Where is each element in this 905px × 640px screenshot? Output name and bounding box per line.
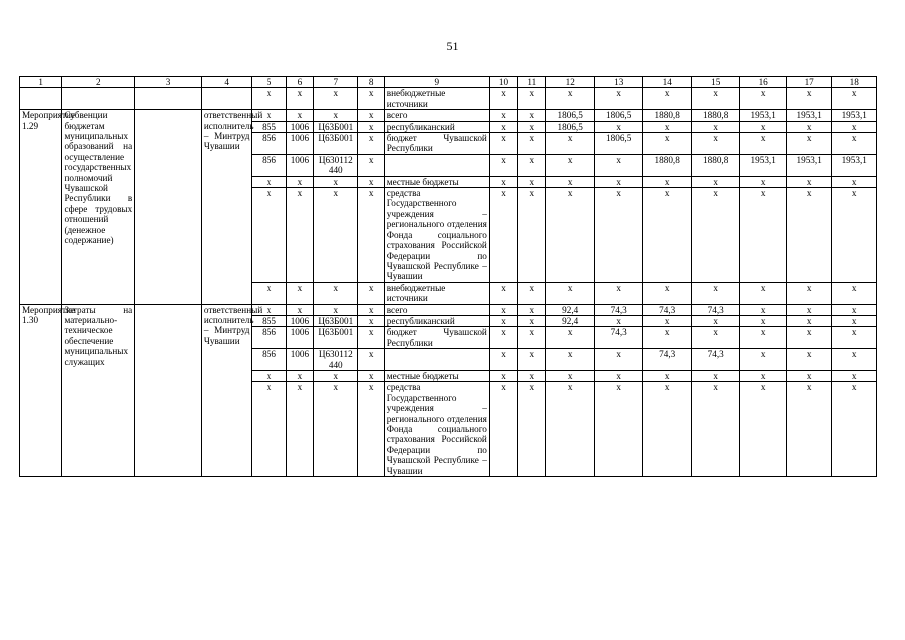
cell-admin-code: 856 xyxy=(252,349,286,371)
cell-target-code: x xyxy=(314,176,358,187)
cell-empty xyxy=(135,304,202,477)
column-number: 9 xyxy=(384,77,489,88)
cell-target-code: x xyxy=(314,282,358,304)
cell-value: x xyxy=(832,121,877,132)
cell-value: x xyxy=(546,349,595,371)
cell-value: 1806,5 xyxy=(594,110,643,121)
cell-expense-type: x xyxy=(358,370,384,381)
cell-expense-type: x xyxy=(358,349,384,371)
cell-expense-type: x xyxy=(358,327,384,349)
cell-value: x xyxy=(489,154,517,176)
cell-expense-type: x xyxy=(358,121,384,132)
cell-section-code: x xyxy=(286,176,313,187)
cell-value: x xyxy=(740,382,786,477)
measure-number: Мероприятие 1.29 xyxy=(20,110,62,304)
cell-funding-source: бюджет Чувашской Республики xyxy=(384,133,489,155)
cell-value: x xyxy=(594,188,643,283)
cell-value: x xyxy=(643,176,692,187)
cell-value: x xyxy=(691,121,740,132)
cell-value: x xyxy=(832,88,877,110)
cell-value: 1953,1 xyxy=(832,110,877,121)
cell-value: x xyxy=(691,176,740,187)
budget-table xyxy=(19,76,877,477)
cell-admin-code: x xyxy=(252,188,286,283)
column-number: 16 xyxy=(740,77,786,88)
cell-value: x xyxy=(786,282,831,304)
cell-value: x xyxy=(832,315,877,326)
cell-target-code: x xyxy=(314,304,358,315)
cell-value: x xyxy=(786,315,831,326)
cell-value: x xyxy=(643,133,692,155)
cell-funding-source: внебюджетные источники xyxy=(384,282,489,304)
cell-value: x xyxy=(786,88,831,110)
cell-section-code: 1006 xyxy=(286,154,313,176)
cell-empty xyxy=(201,88,252,110)
cell-section-code: x xyxy=(286,282,313,304)
cell-value: 1953,1 xyxy=(740,154,786,176)
cell-value: x xyxy=(518,133,546,155)
cell-value: 1953,1 xyxy=(740,110,786,121)
column-number: 17 xyxy=(786,77,831,88)
cell-target-code: Ц63Б001 xyxy=(314,133,358,155)
cell-value: x xyxy=(832,370,877,381)
cell-value: x xyxy=(546,282,595,304)
cell-target-code: x xyxy=(314,88,358,110)
cell-section-code: 1006 xyxy=(286,315,313,326)
cell-value: 1880,8 xyxy=(691,154,740,176)
column-number: 3 xyxy=(135,77,202,88)
cell-value: x xyxy=(518,327,546,349)
cell-funding-source xyxy=(384,154,489,176)
cell-value: x xyxy=(489,370,517,381)
cell-admin-code: 855 xyxy=(252,315,286,326)
cell-value: x xyxy=(489,315,517,326)
cell-funding-source: местные бюджеты xyxy=(384,176,489,187)
cell-value: x xyxy=(594,349,643,371)
column-number: 13 xyxy=(594,77,643,88)
cell-value: 1880,8 xyxy=(691,110,740,121)
column-number: 7 xyxy=(314,77,358,88)
cell-expense-type: x xyxy=(358,133,384,155)
cell-value: x xyxy=(518,154,546,176)
cell-section-code: 1006 xyxy=(286,327,313,349)
cell-value: x xyxy=(518,88,546,110)
table-row xyxy=(20,88,877,110)
cell-value: x xyxy=(832,304,877,315)
cell-section-code: x xyxy=(286,370,313,381)
cell-value: 1953,1 xyxy=(786,110,831,121)
cell-admin-code: x xyxy=(252,176,286,187)
cell-value: 1806,5 xyxy=(594,133,643,155)
cell-section-code: x xyxy=(286,382,313,477)
column-number: 6 xyxy=(286,77,313,88)
cell-value: x xyxy=(643,88,692,110)
table-row xyxy=(20,110,877,121)
page-number: 51 xyxy=(446,39,459,53)
cell-value: x xyxy=(691,188,740,283)
cell-admin-code: 856 xyxy=(252,327,286,349)
cell-value: 1953,1 xyxy=(786,154,831,176)
cell-section-code: x xyxy=(286,88,313,110)
cell-value: x xyxy=(740,133,786,155)
cell-admin-code: 855 xyxy=(252,121,286,132)
cell-value: x xyxy=(832,176,877,187)
cell-value: x xyxy=(518,188,546,283)
cell-value: x xyxy=(643,188,692,283)
cell-value: x xyxy=(740,304,786,315)
cell-value: x xyxy=(691,327,740,349)
cell-funding-source: всего xyxy=(384,304,489,315)
cell-target-code: Ц63Б001 xyxy=(314,315,358,326)
cell-value: x xyxy=(546,327,595,349)
cell-admin-code: x xyxy=(252,88,286,110)
cell-value: x xyxy=(786,382,831,477)
cell-value: x xyxy=(518,315,546,326)
cell-target-code: Ц63Б001 xyxy=(314,121,358,132)
cell-value: x xyxy=(740,121,786,132)
cell-value: x xyxy=(786,188,831,283)
cell-value: x xyxy=(786,327,831,349)
cell-empty xyxy=(135,110,202,304)
cell-value: x xyxy=(643,315,692,326)
cell-value: 92,4 xyxy=(546,315,595,326)
cell-value: x xyxy=(643,370,692,381)
cell-value: 74,3 xyxy=(643,304,692,315)
cell-value: 1880,8 xyxy=(643,110,692,121)
cell-value: x xyxy=(832,282,877,304)
cell-value: x xyxy=(740,327,786,349)
cell-funding-source xyxy=(384,349,489,371)
cell-funding-source: бюджет Чувашской Республики xyxy=(384,327,489,349)
cell-value: x xyxy=(489,121,517,132)
cell-value: x xyxy=(594,315,643,326)
cell-value: x xyxy=(786,133,831,155)
cell-funding-source: местные бюджеты xyxy=(384,370,489,381)
cell-value: x xyxy=(594,282,643,304)
cell-value: x xyxy=(518,176,546,187)
cell-value: x xyxy=(594,88,643,110)
cell-value: 92,4 xyxy=(546,304,595,315)
cell-value: x xyxy=(643,382,692,477)
cell-value: x xyxy=(546,188,595,283)
cell-funding-source: внебюджетные источники xyxy=(384,88,489,110)
cell-value: 1806,5 xyxy=(546,110,595,121)
cell-value: x xyxy=(546,154,595,176)
cell-empty xyxy=(20,88,62,110)
cell-value: x xyxy=(691,133,740,155)
executor: ответственный исполнитель – Минтруд Чувашии xyxy=(201,304,252,477)
column-number: 2 xyxy=(62,77,135,88)
cell-expense-type: x xyxy=(358,282,384,304)
cell-value: x xyxy=(691,370,740,381)
cell-value: x xyxy=(489,88,517,110)
cell-value: x xyxy=(489,133,517,155)
cell-value: x xyxy=(489,110,517,121)
cell-value: 74,3 xyxy=(643,349,692,371)
cell-value: x xyxy=(518,304,546,315)
column-number: 11 xyxy=(518,77,546,88)
cell-value: x xyxy=(518,121,546,132)
cell-value: x xyxy=(489,327,517,349)
cell-value: x xyxy=(594,382,643,477)
cell-value: x xyxy=(786,304,831,315)
cell-expense-type: x xyxy=(358,382,384,477)
cell-funding-source: средства Государственного учреждения – регионального отделения Фонда социального страхования Российской Федерации по Чувашской Республике – Чувашии xyxy=(384,382,489,477)
cell-value: x xyxy=(546,133,595,155)
cell-value: x xyxy=(489,188,517,283)
table-row xyxy=(20,304,877,315)
cell-admin-code: 856 xyxy=(252,154,286,176)
cell-section-code: x xyxy=(286,188,313,283)
cell-funding-source: средства Государственного учреждения – регионального отделения Фонда социального страхования Российской Федерации по Чувашской Республике – Чувашии xyxy=(384,188,489,283)
cell-value: x xyxy=(594,370,643,381)
cell-value: x xyxy=(643,282,692,304)
cell-value: x xyxy=(518,349,546,371)
measure-name: Затраты на материально-техническое обеспечение муниципальных служащих xyxy=(62,304,135,477)
cell-value: x xyxy=(546,370,595,381)
cell-value: x xyxy=(740,370,786,381)
cell-value: x xyxy=(832,133,877,155)
cell-section-code: 1006 xyxy=(286,121,313,132)
cell-section-code: x xyxy=(286,110,313,121)
column-number: 12 xyxy=(546,77,595,88)
cell-admin-code: 856 xyxy=(252,133,286,155)
cell-value: x xyxy=(546,382,595,477)
cell-value: x xyxy=(546,88,595,110)
cell-value: x xyxy=(594,154,643,176)
cell-value: 74,3 xyxy=(691,349,740,371)
cell-expense-type: x xyxy=(358,154,384,176)
cell-value: 74,3 xyxy=(691,304,740,315)
column-number: 1 xyxy=(20,77,62,88)
cell-target-code: Ц630112 440 xyxy=(314,349,358,371)
cell-value: x xyxy=(691,282,740,304)
cell-value: x xyxy=(489,282,517,304)
cell-funding-source: республиканский xyxy=(384,121,489,132)
column-number: 18 xyxy=(832,77,877,88)
cell-value: x xyxy=(518,110,546,121)
cell-expense-type: x xyxy=(358,110,384,121)
cell-value: x xyxy=(832,349,877,371)
cell-value: x xyxy=(489,176,517,187)
cell-value: x xyxy=(740,188,786,283)
executor: ответственный исполнитель – Минтруд Чувашии xyxy=(201,110,252,304)
cell-value: x xyxy=(643,121,692,132)
cell-section-code: 1006 xyxy=(286,349,313,371)
cell-expense-type: x xyxy=(358,188,384,283)
column-number: 10 xyxy=(489,77,517,88)
cell-expense-type: x xyxy=(358,315,384,326)
cell-target-code: Ц630112 440 xyxy=(314,154,358,176)
column-number: 14 xyxy=(643,77,692,88)
cell-value: x xyxy=(489,382,517,477)
cell-value: 1953,1 xyxy=(832,154,877,176)
header-row xyxy=(20,77,877,88)
column-number: 8 xyxy=(358,77,384,88)
cell-target-code: x xyxy=(314,370,358,381)
cell-funding-source: республиканский xyxy=(384,315,489,326)
cell-value: x xyxy=(489,304,517,315)
cell-value: x xyxy=(832,327,877,349)
cell-value: 74,3 xyxy=(594,304,643,315)
column-number: 15 xyxy=(691,77,740,88)
cell-admin-code: x xyxy=(252,282,286,304)
cell-value: x xyxy=(740,315,786,326)
cell-value: x xyxy=(740,176,786,187)
cell-value: x xyxy=(786,121,831,132)
cell-admin-code: x xyxy=(252,370,286,381)
cell-value: x xyxy=(740,282,786,304)
cell-value: x xyxy=(691,88,740,110)
cell-value: x xyxy=(832,188,877,283)
cell-target-code: x xyxy=(314,110,358,121)
cell-section-code: x xyxy=(286,304,313,315)
column-number: 4 xyxy=(201,77,252,88)
cell-value: x xyxy=(518,370,546,381)
cell-expense-type: x xyxy=(358,176,384,187)
cell-value: 1880,8 xyxy=(643,154,692,176)
cell-section-code: 1006 xyxy=(286,133,313,155)
cell-target-code: Ц63Б001 xyxy=(314,327,358,349)
cell-value: x xyxy=(786,370,831,381)
cell-expense-type: x xyxy=(358,304,384,315)
cell-empty xyxy=(135,88,202,110)
measure-name: Субвенции бюджетам муниципальных образований на осуществление государственных полномочий Чувашской Республики в сфере трудовых отношений (денежное содержание) xyxy=(62,110,135,304)
cell-value: x xyxy=(489,349,517,371)
cell-value: x xyxy=(740,88,786,110)
cell-value: x xyxy=(594,176,643,187)
cell-target-code: x xyxy=(314,188,358,283)
cell-funding-source: всего xyxy=(384,110,489,121)
cell-value: 74,3 xyxy=(594,327,643,349)
cell-admin-code: x xyxy=(252,304,286,315)
cell-admin-code: x xyxy=(252,382,286,477)
cell-value: x xyxy=(786,176,831,187)
cell-value: x xyxy=(643,327,692,349)
cell-empty xyxy=(62,88,135,110)
column-number: 5 xyxy=(252,77,286,88)
cell-value: x xyxy=(691,315,740,326)
cell-expense-type: x xyxy=(358,88,384,110)
cell-value: x xyxy=(691,382,740,477)
measure-number: Мероприятие 1.30 xyxy=(20,304,62,477)
cell-value: x xyxy=(518,282,546,304)
cell-value: x xyxy=(546,176,595,187)
cell-value: x xyxy=(518,382,546,477)
cell-value: 1806,5 xyxy=(546,121,595,132)
cell-admin-code: x xyxy=(252,110,286,121)
cell-target-code: x xyxy=(314,382,358,477)
cell-value: x xyxy=(786,349,831,371)
cell-value: x xyxy=(832,382,877,477)
cell-value: x xyxy=(594,121,643,132)
cell-value: x xyxy=(740,349,786,371)
